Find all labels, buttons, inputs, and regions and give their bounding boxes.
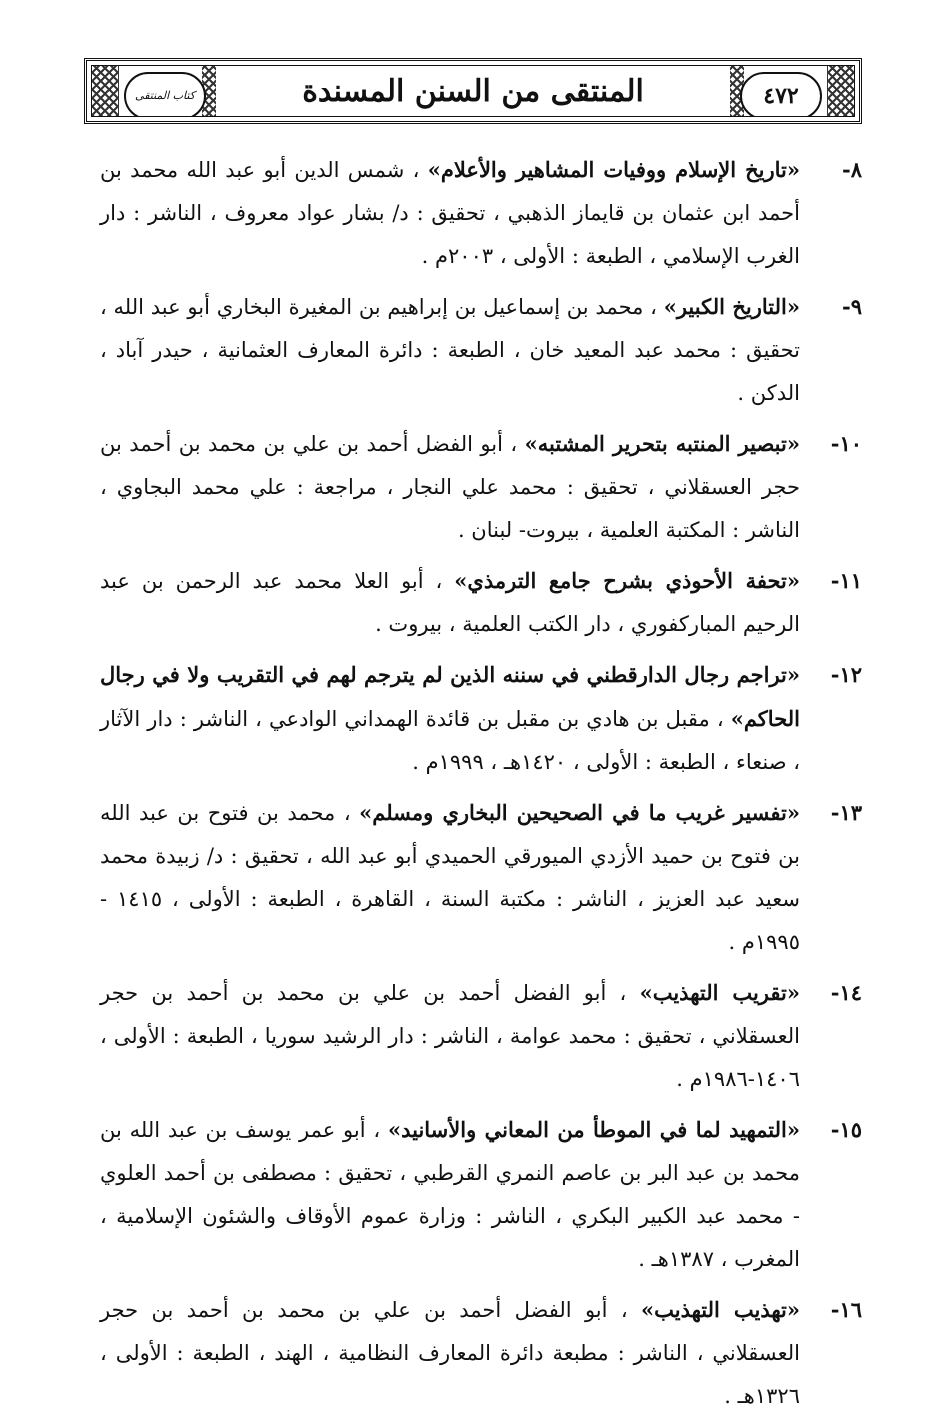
entry-text: ، أبو الفضل أحمد بن علي بن محمد بن أحمد بن حجر xyxy=(100,432,800,499)
bibliography-entry xyxy=(100,1288,862,1418)
entry-text: الإسلامي ، الطبعة : الأولى ، ٢٠٠٣م . xyxy=(421,244,740,268)
entry-text: العلمية ، بيروت- لبنان . xyxy=(457,518,659,542)
entry-title: «تبصير المنتبه بتحرير المشتبه» xyxy=(524,431,800,456)
entry-title: «تفسير غريب ما في الصحيحين البخاري ومسلم» xyxy=(359,800,800,825)
entry-number: ١٢- xyxy=(830,662,862,687)
entry-text: ، محمد بن إسماعيل بن إبراهيم بن المغيرة البخاري أبو عبد الله ، xyxy=(100,295,657,319)
entry-text: ، أبو عمر يوسف بن عبد الله بن محمد بن xyxy=(100,1118,800,1185)
page-number-cartouche xyxy=(740,72,822,117)
entry-number: ١٤- xyxy=(830,980,862,1005)
bibliography-entry xyxy=(100,559,862,646)
entry-text: عبد الكبير البكري ، الناشر : وزارة عموم الأوقاف والشئون الإسلامية ، المغرب ، xyxy=(100,1204,800,1271)
book-title: المنتقى من السنن المسندة xyxy=(224,66,722,116)
bibliography-entry xyxy=(100,791,862,964)
header-frame xyxy=(91,65,855,117)
entry-text: ، محمد بن فتوح بن عبد الله بن xyxy=(100,801,800,868)
entry-number: ١١- xyxy=(830,568,862,593)
bibliography-entry xyxy=(100,1108,862,1281)
entry-text: العسقلاني ، تحقيق : محمد علي النجار ، مراجعة : علي محمد البجاوي ، الناشر : المكتبة xyxy=(100,475,800,542)
entry-number: ١٠- xyxy=(830,431,862,456)
bibliography-entry xyxy=(100,285,862,415)
bibliography-entry xyxy=(100,422,862,552)
bibliography-entry xyxy=(100,148,862,278)
entry-text: تحقيق : محمد عوامة ، الناشر : دار الرشيد سوريا ، الطبعة : الأولى ، ١٤٠٦-١٩٨٦م . xyxy=(100,1024,800,1091)
ornament-border-icon xyxy=(92,66,119,116)
bibliography-entry xyxy=(100,653,862,784)
entry-text: فتوح بن حميد الأزدي الميورقي الحميدي أبو عبد الله ، تحقيق : د/ زبيدة محمد سعيد xyxy=(100,844,800,911)
entry-title: «تقريب التهذيب» xyxy=(639,980,800,1005)
entry-text: الناشر : مطبعة دائرة المعارف النظامية ، الهند ، الطبعة : الأولى ، ١٣٢٦هـ . xyxy=(100,1341,800,1408)
entry-text: ابن عثمان بن قايماز الذهبي ، تحقيق : د/ بشار عواد معروف ، الناشر : دار الغرب xyxy=(100,201,800,268)
entry-text: مقبل بن هادي بن مقبل بن قائدة الهمداني الوادعي ، الناشر : دار الآثار ، صنعاء ، xyxy=(100,707,800,774)
ornament-border-icon xyxy=(827,66,854,116)
entry-title: «تحفة الأحوذي بشرح جامع الترمذي» xyxy=(454,568,800,593)
entry-text: ، أبو الفضل أحمد بن علي بن محمد بن أحمد بن حجر العسقلاني ، xyxy=(100,981,800,1048)
entry-number: ٨- xyxy=(842,157,862,182)
entry-number: ١٥- xyxy=(830,1117,862,1142)
entry-text: عبد العزيز ، الناشر : مكتبة السنة ، القاهرة ، الطبعة : الأولى ، ١٤١٥ - ١٩٩٥م . xyxy=(100,887,800,954)
entry-title: «التاريخ الكبير» xyxy=(663,294,800,319)
entry-text: عبد البر بن عاصم النمري القرطبي ، تحقيق : مصطفى بن أحمد العلوي - محمد xyxy=(100,1161,800,1228)
entry-number: ١٦- xyxy=(830,1297,862,1322)
page-number: ٤٧٢ xyxy=(763,83,799,109)
book-logo xyxy=(124,72,206,117)
entry-text: ، أبو الفضل أحمد بن علي بن محمد بن أحمد بن حجر العسقلاني ، xyxy=(100,1298,800,1365)
entry-number: ١٣- xyxy=(830,800,862,825)
entry-title: «تاريخ الإسلام ووفيات المشاهير والأعلام» xyxy=(427,157,800,182)
entry-text: الطبعة : الأولى ، ١٤٢٠هـ ، ١٩٩٩م . xyxy=(412,750,716,774)
entry-text: ، أبو العلا محمد عبد الرحمن بن عبد الرحيم xyxy=(100,569,800,636)
entry-text: ١٣٨٧هـ . xyxy=(638,1247,714,1271)
entry-text: ، xyxy=(716,707,724,731)
entry-title: «تراجم رجال الدارقطني في سننه الذين لم يترجم لهم في التقريب ولا في رجال الحاكم» xyxy=(100,662,800,731)
bibliography-list xyxy=(100,148,862,1418)
bibliography-entry xyxy=(100,971,862,1101)
entry-number: ٩- xyxy=(842,294,862,319)
entry-text: المباركفوري ، دار الكتب العلمية ، بيروت . xyxy=(375,612,737,636)
entry-text: ، شمس الدين أبو عبد الله محمد بن أحمد xyxy=(100,158,800,225)
entry-text: تحقيق : محمد عبد المعيد خان ، الطبعة : دائرة المعارف العثمانية ، حيدر آباد ، الدكن . xyxy=(100,338,800,405)
entry-title: «تهذيب التهذيب» xyxy=(641,1297,800,1322)
page-header xyxy=(84,58,862,124)
entry-title: «التمهيد لما في الموطأ من المعاني والأسانيد» xyxy=(387,1117,800,1142)
book-logo-text: كتاب المنتقى xyxy=(135,89,195,102)
